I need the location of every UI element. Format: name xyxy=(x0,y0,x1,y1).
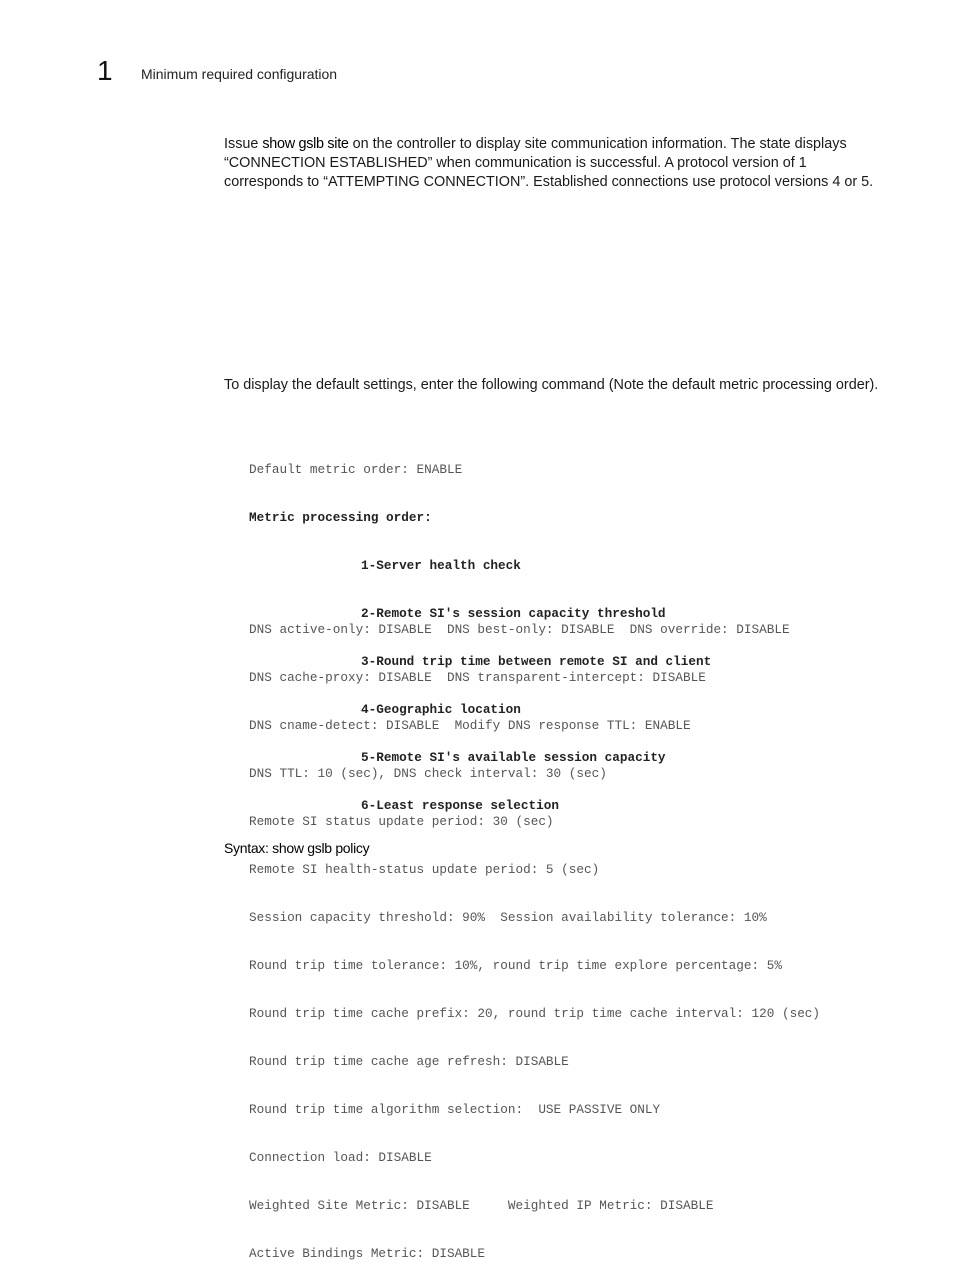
settings-line: Active Bindings Metric: DISABLE xyxy=(249,1246,486,1261)
settings-line: Remote SI health-status update period: 5 (sec) xyxy=(249,862,600,877)
settings-line: DNS cache-proxy: DISABLE DNS transparent-intercept: DISABLE xyxy=(249,670,706,685)
settings-line: DNS TTL: 10 (sec), DNS check interval: 30 (sec) xyxy=(249,766,607,781)
metric-item: 4-Geographic location xyxy=(361,702,521,717)
command-show-gslb-site: show gslb site xyxy=(262,136,349,152)
settings-code-block xyxy=(249,590,820,1278)
intro-text-pre: Issue xyxy=(224,136,263,152)
settings-line: Session capacity threshold: 90% Session availability tolerance: 10% xyxy=(249,910,767,925)
chapter-number: 1 xyxy=(97,55,113,86)
settings-line: Round trip time tolerance: 10%, round trip time explore percentage: 5% xyxy=(249,958,782,973)
metric-item: 6-Least response selection xyxy=(361,798,559,813)
settings-line: Round trip time algorithm selection: USE PASSIVE ONLY xyxy=(249,1102,661,1117)
settings-line: Weighted Site Metric: DISABLE Weighted IP Metric: DISABLE xyxy=(249,1198,714,1213)
code-line-default-order: Default metric order: ENABLE xyxy=(249,462,463,477)
settings-line: Round trip time cache prefix: 20, round trip time cache interval: 120 (sec) xyxy=(249,1006,821,1021)
settings-line: DNS cname-detect: DISABLE Modify DNS response TTL: ENABLE xyxy=(249,718,691,733)
settings-line: DNS active-only: DISABLE DNS best-only: DISABLE DNS override: DISABLE xyxy=(249,622,790,637)
metric-item: 5-Remote SI's available session capacity xyxy=(361,750,666,765)
running-head: Minimum required configuration xyxy=(141,66,338,82)
settings-line: Round trip time cache age refresh: DISABLE xyxy=(249,1054,569,1069)
settings-line: Connection load: DISABLE xyxy=(249,1150,432,1165)
intro-paragraph xyxy=(224,135,884,192)
default-settings-paragraph: To display the default settings, enter the following command (Note the default metric processing order). xyxy=(224,377,879,393)
code-line-processing-heading: Metric processing order: xyxy=(249,510,432,525)
intro-text-post: on the controller to display site communication information. The state displays “CONNECTION ESTABLISHED” when communication is successful. A protocol version of 1 corresponds to “ATTEMPTING CONNECTION”. Established connections use protocol versions 4 or 5. xyxy=(224,136,874,190)
metric-item: 2-Remote SI's session capacity threshold xyxy=(361,606,666,621)
metric-item: 1-Server health check xyxy=(361,558,521,573)
settings-line: Remote SI status update period: 30 (sec) xyxy=(249,814,554,829)
metric-item: 3-Round trip time between remote SI and client xyxy=(361,654,712,669)
syntax-line: Syntax: show gslb policy xyxy=(224,840,370,856)
